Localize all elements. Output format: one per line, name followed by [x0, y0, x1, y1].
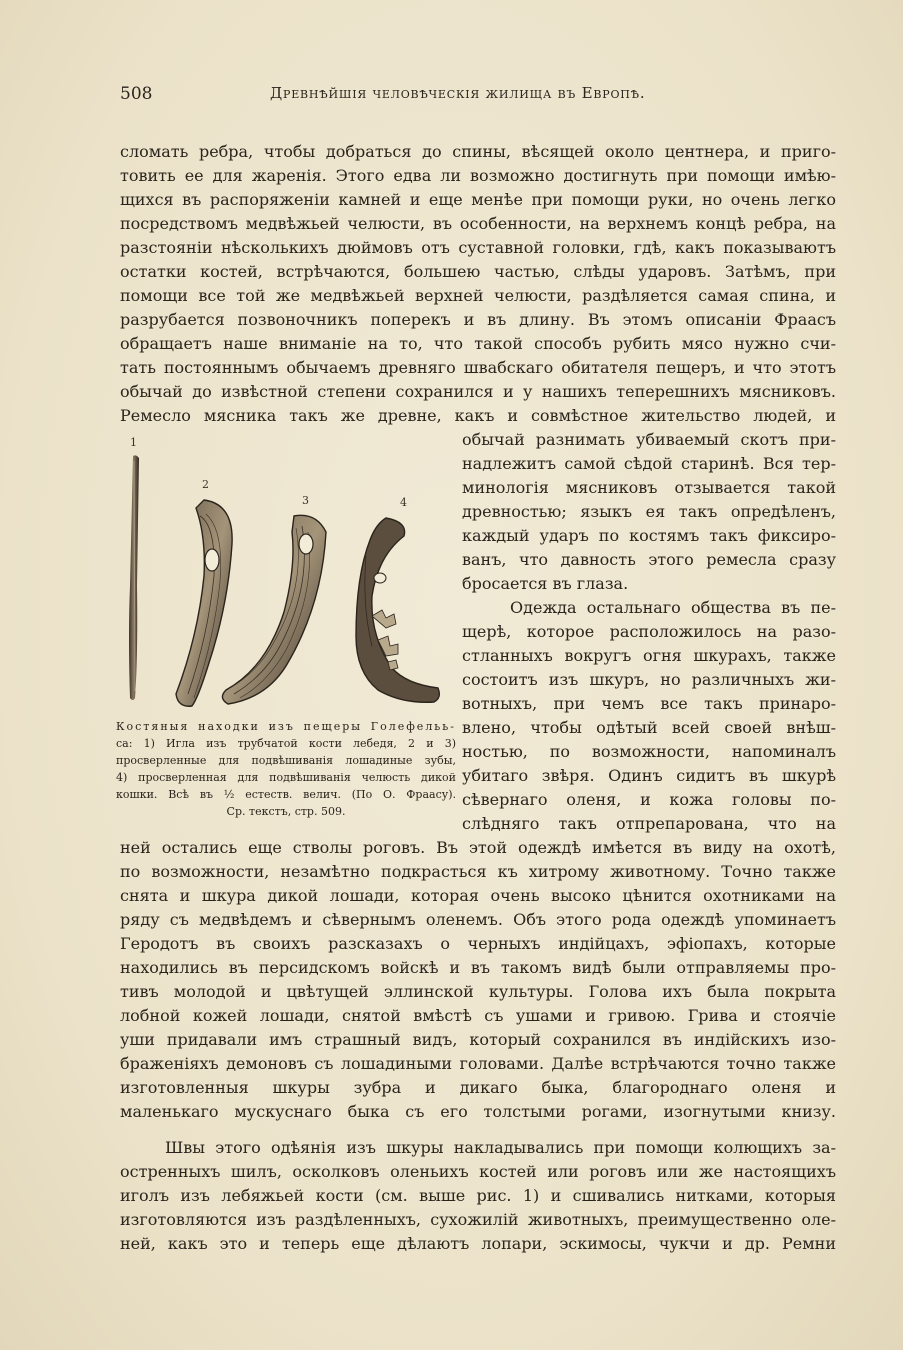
- text-line: изготовленныя шкуры зубра и дикаго быка, благороднаго оленя и: [120, 1078, 836, 1097]
- figure-caption: [116, 718, 456, 820]
- text-line: разрубается позвоночникъ поперекъ и въ длину. Въ этомъ описаніи Фраасъ: [120, 310, 836, 329]
- caption-line: кошки. Всѣ въ ½ естеств. велич. (По О. Фраасу).: [116, 788, 456, 801]
- text-line: Геродотъ въ своихъ разсказахъ о черныхъ индійцахъ, эфіопахъ, которые: [120, 934, 836, 953]
- text-line: разстояніи нѣсколькихъ дюймовъ отъ суставной головки, гдѣ, какъ показываютъ: [120, 238, 836, 257]
- text-line: уши придавали имъ страшный видъ, который сохранился въ индійскихъ изо-: [120, 1030, 836, 1049]
- jaw-4-drawing: [356, 518, 439, 702]
- text-line: бросается въ глаза.: [462, 574, 629, 593]
- text-line: древностью; языкъ ея такъ опредѣленъ,: [462, 502, 836, 521]
- text-line: тивъ молодой и цвѣтущей эллинской культуры. Голова ихъ была покрыта: [120, 982, 836, 1001]
- caption-line: Ср. текстъ, стр. 509.: [226, 805, 346, 818]
- bone-finds-figure: [116, 436, 456, 726]
- figure-label-2: 2: [202, 478, 209, 491]
- text-line: по возможности, незамѣтно подкрасться къ хитрому животному. Точно также: [120, 862, 836, 881]
- caption-line: са: 1) Игла изъ трубчатой кости лебедя, 2 и 3): [116, 737, 456, 750]
- text-line: обычай до извѣстной степени сохранился и у нашихъ теперешнихъ мясниковъ.: [120, 382, 836, 401]
- caption-line: просверленные для подвѣшиванія лошадиные зубы,: [116, 754, 456, 767]
- text-line: Швы этого одѣянія изъ шкуры накладывались при помощи колющихъ за-: [165, 1138, 836, 1157]
- text-line: остатки костей, встрѣчаются, большею частью, слѣды ударовъ. Затѣмъ, при: [120, 262, 836, 281]
- text-line: помощи все той же медвѣжьей верхней челюсти, раздѣляется самая спина, и: [120, 286, 836, 305]
- text-line: щихся въ распоряженіи камней и еще менѣе при помощи руки, но очень легко: [120, 190, 836, 209]
- text-line: обычай разнимать убиваемый скотъ при-: [462, 430, 836, 449]
- text-line: ванъ, что давность этого ремесла сразу: [462, 550, 836, 569]
- tooth-3-drawing: [222, 515, 326, 704]
- text-line: тать постояннымъ обычаемъ древняго швабскаго обитателя пещеръ, и что этотъ: [120, 358, 836, 377]
- text-line: снята и шкура дикой лошади, которая очень высоко цѣнится охотниками на: [120, 886, 836, 905]
- text-line: каждый ударъ по костямъ такъ фиксиро-: [462, 526, 836, 545]
- text-line: ней остались еще стволы роговъ. Въ этой одеждѣ имѣется въ виду на охотѣ,: [120, 838, 836, 857]
- text-line: посредствомъ медвѣжьей челюсти, въ особенности, на верхнемъ концѣ ребра, на: [120, 214, 836, 233]
- text-line: Ремесло мясника такъ же древне, какъ и совмѣстное жительство людей, и: [120, 406, 836, 425]
- text-line: ряду съ медвѣдемъ и сѣвернымъ оленемъ. Объ этого рода одеждѣ упоминаетъ: [120, 910, 836, 929]
- text-line: состоитъ изъ шкуръ, но различныхъ жи-: [462, 670, 836, 689]
- page-header: [120, 84, 836, 110]
- text-line: лобной кожей лошади, снятой вмѣстѣ съ ушами и гривою. Грива и стоячіе: [120, 1006, 836, 1025]
- figure-label-3: 3: [302, 494, 309, 507]
- text-line: браженіяхъ демоновъ съ лошадиными головами. Далѣе встрѣчаются точно также: [120, 1054, 836, 1073]
- text-line: изготовляются изъ раздѣленныхъ, сухожилій животныхъ, преимущественно оле-: [120, 1210, 836, 1229]
- text-line: стланныхъ вокругъ огня шкурахъ, также: [462, 646, 836, 665]
- text-line: находились въ персидскомъ войскѣ и въ такомъ видѣ были отправляемы про-: [120, 958, 836, 977]
- text-line: маленькаго мускуснаго быка съ его толстыми рогами, изогнутыми книзу.: [120, 1102, 836, 1121]
- text-line: влено, чтобы одѣтый всей своей внѣш-: [462, 718, 836, 737]
- text-line: сломать ребра, чтобы добраться до спины, вѣсящей около центнера, и приго-: [120, 142, 836, 161]
- text-line: убитаго звѣря. Одинъ сидитъ въ шкурѣ: [462, 766, 836, 785]
- text-line: вотныхъ, при чемъ все такъ принаро-: [462, 694, 836, 713]
- text-line: минологія мясниковъ отзывается такой: [462, 478, 836, 497]
- text-line: остренныхъ шилъ, осколковъ оленьихъ костей или роговъ или же настоящихъ: [120, 1162, 836, 1181]
- bone-finds-illustration: [116, 436, 456, 726]
- text-line: надлежитъ самой сѣдой старинѣ. Вся тер-: [462, 454, 836, 473]
- tooth-2-drawing: [176, 500, 232, 706]
- text-line: ностью, по возможности, напоминалъ: [462, 742, 836, 761]
- text-line: щерѣ, которое расположилось на разо-: [462, 622, 836, 641]
- text-line: сѣвернаго оленя, и кожа головы по-: [462, 790, 836, 809]
- text-line: Одежда остальнаго общества въ пе-: [510, 598, 836, 617]
- text-line: ней, какъ это и теперь еще дѣлаютъ лопари, эскимосы, чукчи и др. Ремни: [120, 1234, 836, 1253]
- text-line: товить ее для жаренія. Этого едва ли возможно достигнуть при помощи имѣю-: [120, 166, 836, 185]
- text-line: обращаетъ наше вниманіе на то, что такой способъ рубить мясо нужно счи-: [120, 334, 836, 353]
- caption-line: Костяныя находки изъ пещеры Голефельь-: [116, 720, 456, 733]
- page-number: 508: [120, 84, 153, 104]
- text-line: слѣдняго такъ отпрепарована, что на: [462, 814, 836, 833]
- running-title: Древнѣйшія человѣческія жилища въ Европѣ.: [270, 84, 646, 102]
- caption-line: 4) просверленная для подвѣшиванія челюсть дикой: [116, 771, 456, 784]
- needle-drawing: [129, 455, 139, 700]
- text-line: иголъ изъ лебяжьей кости (см. выше рис. 1) и сшивались нитками, которыя: [120, 1186, 836, 1205]
- figure-label-1: 1: [130, 436, 137, 449]
- figure-label-4: 4: [400, 496, 407, 509]
